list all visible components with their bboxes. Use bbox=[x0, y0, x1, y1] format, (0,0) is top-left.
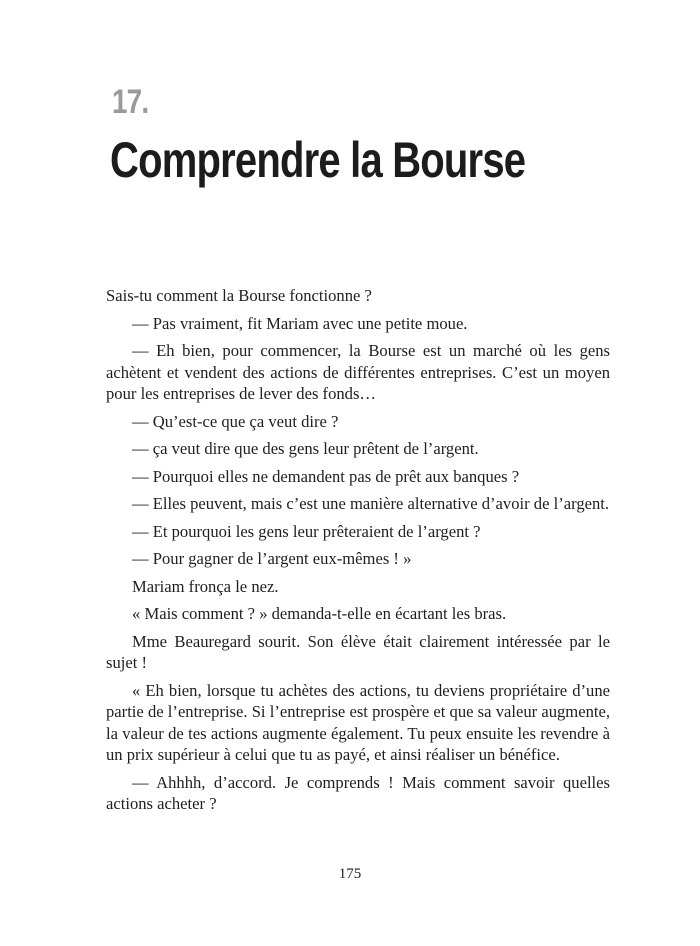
body-text bbox=[106, 285, 610, 821]
paragraph-10: Mariam fronça le nez. bbox=[132, 576, 279, 596]
paragraph-13: « Eh bien, lorsque tu achètes des actions, tu deviens propriétaire d’une partie de l’entreprise. Si l’entreprise est prospère et que sa valeur augmente, la valeur de tes actions augmente également. Tu peux ensuite les revendre à un prix supérieur à celui que tu as payé, et ainsi réaliser un bénéfice. bbox=[106, 680, 610, 764]
paragraph-8: — Et pourquoi les gens leur prêteraient de l’argent ? bbox=[132, 521, 481, 541]
paragraph-14: — Ahhhh, d’accord. Je comprends ! Mais comment savoir quelles actions acheter ? bbox=[106, 772, 610, 813]
chapter-number: 17. bbox=[112, 83, 149, 121]
paragraph-11: « Mais comment ? » demanda-t-elle en écartant les bras. bbox=[132, 604, 507, 623]
paragraph-5: — ça veut dire que des gens leur prêtent de l’argent. bbox=[132, 439, 479, 458]
paragraph-2: — Pas vraiment, fit Mariam avec une petite moue. bbox=[132, 313, 468, 333]
paragraph-12: Mme Beauregard sourit. Son élève était clairement intéressée par le sujet ! bbox=[106, 631, 610, 672]
paragraph-1: Sais-tu comment la Bourse fonctionne ? bbox=[106, 286, 372, 305]
paragraph-4: — Qu’est-ce que ça veut dire ? bbox=[132, 411, 339, 431]
paragraph-7: — Elles peuvent, mais c’est une manière alternative d’avoir de l’argent. bbox=[132, 494, 610, 513]
paragraph-9: — Pour gagner de l’argent eux-mêmes ! » bbox=[132, 549, 412, 568]
chapter-title: Comprendre la Bourse bbox=[110, 132, 526, 188]
paragraph-3: — Eh bien, pour commencer, la Bourse est un marché où les gens achètent et vendent des actions de différentes entreprises. C’est un moyen pour les entreprises de lever des fonds… bbox=[106, 341, 610, 403]
paragraph-6: — Pourquoi elles ne demandent pas de prêt aux banques ? bbox=[132, 466, 520, 486]
page-number: 175 bbox=[338, 866, 362, 882]
